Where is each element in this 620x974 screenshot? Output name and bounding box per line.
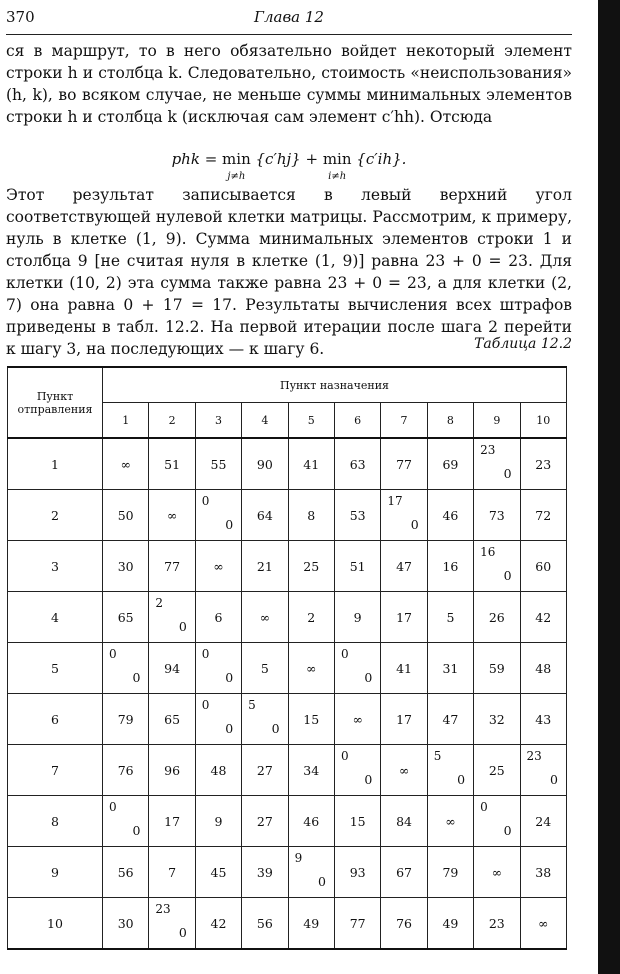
cell-value: 5 bbox=[446, 609, 455, 625]
table-cell bbox=[381, 745, 427, 796]
table-cell bbox=[520, 438, 566, 490]
table-cell bbox=[427, 694, 473, 745]
table-cell bbox=[474, 490, 520, 541]
table-cell bbox=[334, 541, 380, 592]
table-cell bbox=[427, 438, 473, 490]
cell-value: 56 bbox=[256, 915, 273, 931]
cell-value: 38 bbox=[535, 864, 552, 880]
cell-value: 30 bbox=[117, 558, 134, 574]
cell-value: ∞ bbox=[538, 915, 549, 931]
table-cell bbox=[334, 490, 380, 541]
cell-value: 47 bbox=[442, 711, 459, 727]
table-cell bbox=[381, 592, 427, 643]
column-header: 6 bbox=[334, 403, 380, 439]
zero-cell-with-penalty bbox=[288, 847, 334, 898]
table-cell bbox=[195, 898, 241, 950]
table-cell bbox=[103, 541, 149, 592]
chapter-title: Глава 12 bbox=[254, 8, 324, 26]
table-cell bbox=[195, 592, 241, 643]
cell-value: ∞ bbox=[306, 660, 317, 676]
table-cell bbox=[149, 847, 195, 898]
cell-value: 27 bbox=[256, 813, 273, 829]
table-row bbox=[8, 643, 567, 694]
column-header: 7 bbox=[381, 403, 427, 439]
formula-min-1-subscript: j≠h bbox=[227, 171, 246, 182]
penalty-value: 0 bbox=[340, 749, 349, 763]
penalty-value: 0 bbox=[480, 800, 488, 814]
cell-value: 0 bbox=[225, 670, 234, 685]
table-cell bbox=[288, 694, 334, 745]
cell-value: 76 bbox=[396, 915, 412, 931]
cell-value: 0 bbox=[271, 721, 280, 736]
column-header: 2 bbox=[149, 403, 195, 439]
cell-value: 49 bbox=[303, 915, 320, 931]
table-cell bbox=[520, 847, 566, 898]
row-label: 3 bbox=[8, 541, 103, 592]
table-cell bbox=[334, 898, 380, 950]
formula bbox=[6, 148, 572, 188]
table-cell bbox=[103, 490, 149, 541]
table-header-row bbox=[8, 367, 567, 403]
cell-value: 45 bbox=[210, 864, 227, 880]
cell-value: 0 bbox=[132, 670, 141, 685]
table-cell bbox=[474, 847, 520, 898]
table-cell bbox=[242, 847, 288, 898]
table-cell bbox=[520, 694, 566, 745]
cell-value: 96 bbox=[164, 762, 181, 778]
zero-cell-with-penalty bbox=[242, 694, 288, 745]
table-row bbox=[8, 541, 567, 592]
cell-value: 50 bbox=[117, 507, 134, 523]
zero-cell-with-penalty bbox=[195, 694, 241, 745]
cell-value: 56 bbox=[117, 864, 134, 880]
cell-value: 47 bbox=[396, 558, 412, 574]
row-label: 2 bbox=[8, 490, 103, 541]
cell-value: 79 bbox=[442, 864, 459, 880]
cell-value: 55 bbox=[210, 456, 227, 472]
row-label: 4 bbox=[8, 592, 103, 643]
table-row bbox=[8, 847, 567, 898]
table-cell bbox=[288, 438, 334, 490]
cell-value: 9 bbox=[353, 609, 362, 625]
table-cell bbox=[520, 643, 566, 694]
table-cell bbox=[149, 643, 195, 694]
cell-value: 43 bbox=[535, 711, 552, 727]
cell-value: 73 bbox=[488, 507, 505, 523]
formula-min-2-subscript: i≠h bbox=[328, 171, 347, 182]
table-cell bbox=[381, 541, 427, 592]
penalty-value: 2 bbox=[155, 596, 164, 610]
cell-value: 41 bbox=[396, 660, 412, 676]
cell-value: 9 bbox=[214, 813, 223, 829]
table-cell bbox=[474, 592, 520, 643]
zero-cell-with-penalty bbox=[381, 490, 427, 541]
penalty-value: 9 bbox=[294, 851, 303, 865]
table-cell bbox=[288, 745, 334, 796]
penalty-value: 17 bbox=[387, 494, 403, 508]
paragraph-1 bbox=[6, 40, 572, 182]
origin-header: Пункт отправления bbox=[8, 367, 103, 438]
table-cell bbox=[195, 847, 241, 898]
penalty-value: 0 bbox=[109, 647, 117, 661]
table-cell bbox=[381, 438, 427, 490]
table-cell bbox=[474, 643, 520, 694]
page-number: 370 bbox=[6, 8, 35, 26]
table-cell bbox=[149, 694, 195, 745]
column-header: 3 bbox=[195, 403, 241, 439]
table-cell bbox=[195, 438, 241, 490]
cell-value: 25 bbox=[488, 762, 505, 778]
table-cell bbox=[427, 898, 473, 950]
table-cell bbox=[149, 796, 195, 847]
table-cell bbox=[242, 592, 288, 643]
cell-value: ∞ bbox=[445, 813, 456, 829]
table-cell bbox=[242, 490, 288, 541]
table-cell bbox=[288, 796, 334, 847]
zero-cell-with-penalty bbox=[195, 643, 241, 694]
table-cell bbox=[195, 745, 241, 796]
cell-value: ∞ bbox=[259, 609, 271, 625]
destination-header: Пункт назначения bbox=[103, 367, 567, 403]
cell-value: 16 bbox=[442, 558, 459, 574]
cell-value: ∞ bbox=[213, 558, 224, 574]
table-cell bbox=[195, 796, 241, 847]
cell-value: ∞ bbox=[120, 456, 131, 472]
cell-value: 7 bbox=[168, 864, 177, 880]
table-cell bbox=[242, 541, 288, 592]
penalty-value: 5 bbox=[433, 749, 442, 763]
page-edge-shadow bbox=[598, 0, 620, 974]
table-cell bbox=[242, 745, 288, 796]
cell-value: 27 bbox=[256, 762, 273, 778]
cell-value: 49 bbox=[442, 915, 459, 931]
cell-value: 53 bbox=[349, 507, 366, 523]
cell-value: 72 bbox=[535, 507, 552, 523]
table-row bbox=[8, 796, 567, 847]
cell-value: 17 bbox=[164, 813, 181, 829]
table-row bbox=[8, 745, 567, 796]
cell-value: 77 bbox=[349, 915, 366, 931]
table-cell bbox=[474, 694, 520, 745]
zero-cell-with-penalty bbox=[149, 592, 195, 643]
table-cell bbox=[149, 490, 195, 541]
zero-cell-with-penalty bbox=[103, 796, 149, 847]
table-cell bbox=[242, 898, 288, 950]
penalty-value: 0 bbox=[109, 800, 117, 814]
cell-value: ∞ bbox=[352, 711, 363, 727]
penalty-matrix-table bbox=[7, 366, 567, 950]
cell-value: 76 bbox=[117, 762, 134, 778]
column-header: 8 bbox=[427, 403, 473, 439]
zero-cell-with-penalty bbox=[103, 643, 149, 694]
table-cell bbox=[242, 643, 288, 694]
cell-value: 15 bbox=[303, 711, 320, 727]
column-header: 10 bbox=[520, 403, 566, 439]
table-caption: Таблица 12.2 bbox=[474, 336, 572, 352]
row-label: 8 bbox=[8, 796, 103, 847]
penalty-value: 16 bbox=[480, 545, 496, 559]
cell-value: 0 bbox=[503, 823, 512, 838]
table-cell bbox=[381, 796, 427, 847]
table-row bbox=[8, 490, 567, 541]
cell-value: 23 bbox=[535, 456, 552, 472]
cell-value: 0 bbox=[550, 772, 558, 787]
paragraph-2: Этот результат записывается в левый верхний угол соответствующей нулевой клетки матрицы. Рассмотрим, к примеру, нуль в клетке (1, 9). Сумма минимальных элементов строки 1 и столбца 9 [не считая нуля в клетке (1, 9)] равна 23 + 0 = 23. Для клетки (10, 2) эта сумма также равна 23 + 0 = 23, а для клетки (2, 7) она равна 0 + 17 = 17. Результаты вычисления всех штрафов приведены в табл. 12.2. На первой итерации после шага 2 перейти к шагу 3, на последующих — к шагу 6. bbox=[6, 186, 572, 358]
cell-value: 6 bbox=[214, 609, 223, 625]
cell-value: 0 bbox=[457, 772, 466, 787]
cell-value: 77 bbox=[396, 456, 412, 472]
zero-cell-with-penalty bbox=[474, 541, 520, 592]
cell-value: 46 bbox=[442, 507, 459, 523]
table-cell bbox=[103, 847, 149, 898]
penalty-value: 23 bbox=[155, 902, 171, 916]
cell-value: 64 bbox=[256, 507, 273, 523]
table-cell bbox=[334, 847, 380, 898]
header-rule bbox=[6, 34, 572, 35]
zero-cell-with-penalty bbox=[334, 745, 380, 796]
table-cell bbox=[427, 541, 473, 592]
table-cell bbox=[103, 592, 149, 643]
table-row bbox=[8, 592, 567, 643]
table-cell bbox=[149, 541, 195, 592]
penalty-value: 23 bbox=[526, 749, 542, 763]
cell-value: 0 bbox=[178, 925, 187, 940]
formula-min-2-word: min bbox=[322, 150, 352, 168]
penalty-value: 0 bbox=[201, 494, 210, 508]
cell-value: 41 bbox=[303, 456, 320, 472]
matrix-body bbox=[8, 438, 567, 949]
cell-value: 63 bbox=[349, 456, 366, 472]
cell-value: ∞ bbox=[398, 762, 410, 778]
penalty-value: 5 bbox=[248, 698, 256, 712]
cell-value: ∞ bbox=[166, 507, 178, 523]
cell-value: 0 bbox=[132, 823, 141, 838]
penalty-value: 0 bbox=[340, 647, 349, 661]
table-cell bbox=[288, 490, 334, 541]
cell-value: 24 bbox=[535, 813, 552, 829]
table-cell bbox=[520, 592, 566, 643]
column-header: 1 bbox=[103, 403, 149, 439]
cell-value: 0 bbox=[364, 670, 373, 685]
table-cell bbox=[103, 898, 149, 950]
table-cell bbox=[334, 592, 380, 643]
penalty-value: 23 bbox=[480, 443, 496, 457]
table-cell bbox=[520, 490, 566, 541]
cell-value: 34 bbox=[303, 762, 320, 778]
row-label: 9 bbox=[8, 847, 103, 898]
table-cell bbox=[334, 438, 380, 490]
cell-value: 79 bbox=[117, 711, 134, 727]
paragraph-1-text: ся в маршрут, то в него обязательно войдет некоторый элемент строки h и столбца k. Следовательно, стоимость «неиспользования» (h, k), во всяком случае, не меньше суммы минимальных элементов строки h и столбца k (исключая сам элемент c′hh). Отсюда bbox=[6, 42, 572, 126]
table-cell bbox=[427, 592, 473, 643]
cell-value: 25 bbox=[303, 558, 320, 574]
cell-value: 46 bbox=[303, 813, 320, 829]
zero-cell-with-penalty bbox=[427, 745, 473, 796]
cell-value: 0 bbox=[503, 568, 512, 583]
table-cell bbox=[288, 541, 334, 592]
cell-value: 0 bbox=[318, 874, 326, 889]
cell-value: 0 bbox=[225, 721, 234, 736]
table-row bbox=[8, 694, 567, 745]
formula-min-1 bbox=[222, 148, 251, 188]
cell-value: 0 bbox=[178, 619, 187, 634]
cell-value: 0 bbox=[503, 466, 512, 481]
cell-value: 32 bbox=[488, 711, 505, 727]
cell-value: 8 bbox=[307, 507, 316, 523]
cell-value: 48 bbox=[535, 660, 552, 676]
table-cell bbox=[427, 490, 473, 541]
table-cell bbox=[427, 643, 473, 694]
row-label: 1 bbox=[8, 438, 103, 490]
row-label: 5 bbox=[8, 643, 103, 694]
formula-lhs: phk = bbox=[171, 150, 223, 168]
cell-value: ∞ bbox=[491, 864, 503, 880]
cell-value: 5 bbox=[260, 660, 269, 676]
penalty-value: 0 bbox=[201, 647, 210, 661]
cell-value: 67 bbox=[396, 864, 412, 880]
table-cell bbox=[103, 745, 149, 796]
zero-cell-with-penalty bbox=[474, 438, 520, 490]
column-header: 9 bbox=[474, 403, 520, 439]
cell-value: 2 bbox=[307, 609, 316, 625]
formula-min-2 bbox=[323, 148, 352, 188]
cell-value: 17 bbox=[396, 609, 412, 625]
zero-cell-with-penalty bbox=[195, 490, 241, 541]
cell-value: 69 bbox=[442, 456, 459, 472]
zero-cell-with-penalty bbox=[149, 898, 195, 950]
table-cell bbox=[103, 694, 149, 745]
table-cell bbox=[474, 898, 520, 950]
column-header: 4 bbox=[242, 403, 288, 439]
table-cell bbox=[520, 541, 566, 592]
table-cell bbox=[381, 847, 427, 898]
formula-term-1: {c′hj} + bbox=[255, 150, 323, 168]
row-label: 6 bbox=[8, 694, 103, 745]
table-cell bbox=[334, 694, 380, 745]
cell-value: 94 bbox=[164, 660, 181, 676]
table-row bbox=[8, 898, 567, 950]
formula-term-2: {c′ih}. bbox=[356, 150, 407, 168]
table-cell bbox=[195, 541, 241, 592]
formula-min-1-word: min bbox=[222, 150, 251, 168]
table-cell bbox=[520, 796, 566, 847]
cell-value: 23 bbox=[488, 915, 505, 931]
cell-value: 42 bbox=[210, 915, 227, 931]
table-cell bbox=[149, 745, 195, 796]
zero-cell-with-penalty bbox=[520, 745, 566, 796]
table-cell bbox=[288, 592, 334, 643]
cell-value: 51 bbox=[164, 456, 181, 472]
table-cell bbox=[149, 438, 195, 490]
zero-cell-with-penalty bbox=[334, 643, 380, 694]
cell-value: 15 bbox=[349, 813, 366, 829]
cell-value: 60 bbox=[535, 558, 552, 574]
table-cell bbox=[242, 796, 288, 847]
table-cell bbox=[288, 643, 334, 694]
cell-value: 31 bbox=[442, 660, 459, 676]
table-cell bbox=[288, 898, 334, 950]
cell-value: 84 bbox=[396, 813, 412, 829]
cell-value: 48 bbox=[210, 762, 227, 778]
cell-value: 51 bbox=[349, 558, 366, 574]
penalty-value: 0 bbox=[201, 698, 210, 712]
table-cell bbox=[427, 796, 473, 847]
cell-value: 17 bbox=[396, 711, 412, 727]
cell-value: 65 bbox=[117, 609, 134, 625]
table-cell bbox=[103, 438, 149, 490]
cell-value: 21 bbox=[256, 558, 273, 574]
table-cell bbox=[474, 745, 520, 796]
cell-value: 26 bbox=[488, 609, 505, 625]
cell-value: 0 bbox=[364, 772, 373, 787]
table-cell bbox=[427, 847, 473, 898]
cell-value: 59 bbox=[488, 660, 505, 676]
row-label: 10 bbox=[8, 898, 103, 950]
zero-cell-with-penalty bbox=[474, 796, 520, 847]
table-cell bbox=[381, 643, 427, 694]
cell-value: 90 bbox=[256, 456, 273, 472]
cell-value: 0 bbox=[410, 517, 419, 532]
cell-value: 30 bbox=[117, 915, 134, 931]
cell-value: 0 bbox=[225, 517, 234, 532]
cell-value: 93 bbox=[349, 864, 366, 880]
table-cell bbox=[242, 438, 288, 490]
row-label: 7 bbox=[8, 745, 103, 796]
table-row bbox=[8, 438, 567, 490]
page-header bbox=[6, 6, 572, 32]
table-cell bbox=[381, 694, 427, 745]
table-cell bbox=[334, 796, 380, 847]
cell-value: 42 bbox=[535, 609, 552, 625]
cell-value: 39 bbox=[256, 864, 273, 880]
column-header: 5 bbox=[288, 403, 334, 439]
table-cell bbox=[520, 898, 566, 950]
cell-value: 77 bbox=[164, 558, 181, 574]
table-cell bbox=[381, 898, 427, 950]
cell-value: 65 bbox=[164, 711, 181, 727]
